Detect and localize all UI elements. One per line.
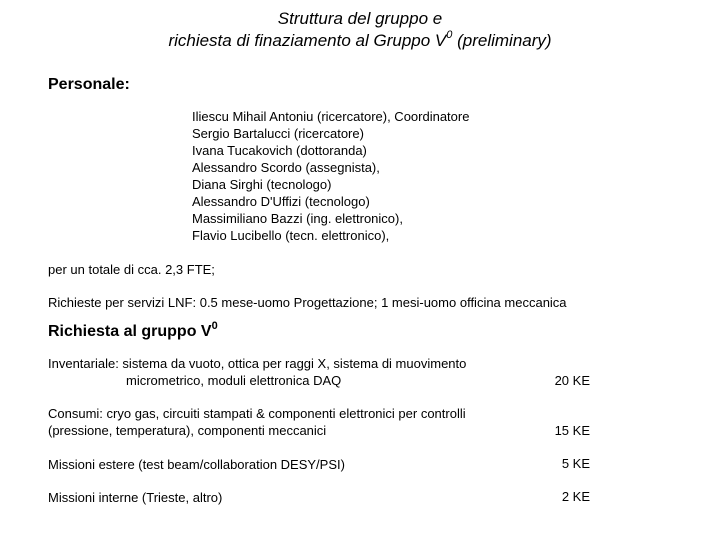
request-item-line: Consumi: cryo gas, circuiti stampati & componenti elettronici per controlli <box>48 406 466 421</box>
personale-heading: Personale: <box>48 76 130 93</box>
request-amount: 2 KE <box>561 489 590 504</box>
lnf-requests: Richieste per servizi LNF: 0.5 mese-uomo Progettazione; 1 mesi-uomo officina meccanica <box>48 295 567 310</box>
request-item-line: micrometrico, moduli elettronica DAQ <box>126 373 342 388</box>
personnel-item: Iliescu Mihail Antoniu (ricercatore), Coordinatore <box>192 109 470 124</box>
title-line-2 <box>0 30 720 52</box>
personnel-item: Massimiliano Bazzi (ing. elettronico), <box>192 211 403 226</box>
personnel-item: Alessandro Scordo (assegnista), <box>192 160 380 175</box>
richiesta-heading <box>48 319 218 341</box>
fte-total: per un totale di cca. 2,3 FTE; <box>48 262 215 277</box>
richiesta-heading-text: Richiesta al gruppo V <box>48 323 212 340</box>
request-item-line: (pressione, temperatura), componenti meccanici <box>48 423 327 438</box>
request-item-line: Missioni interne (Trieste, altro) <box>48 490 223 505</box>
request-item-missioni-interne <box>48 489 528 506</box>
title-superscript: 0 <box>446 29 453 42</box>
request-item-inventariale <box>48 355 528 389</box>
request-amount: 15 KE <box>554 423 590 438</box>
request-item-line: Inventariale: sistema da vuoto, ottica per raggi X, sistema di muovimento <box>48 356 467 371</box>
personnel-item: Alessandro D'Uffizi (tecnologo) <box>192 194 370 209</box>
personnel-item: Diana Sirghi (tecnologo) <box>192 177 332 192</box>
personnel-list <box>192 108 469 244</box>
request-amount: 5 KE <box>561 456 590 471</box>
title-line-2-text: richiesta di finaziamento al Gruppo V <box>168 31 447 50</box>
request-amount: 20 KE <box>554 373 590 388</box>
request-item-missioni-estere <box>48 456 528 473</box>
request-item-line: Missioni estere (test beam/collaboration DESY/PSI) <box>48 457 345 472</box>
personnel-item: Ivana Tucakovich (dottoranda) <box>192 143 367 158</box>
page-title <box>0 8 720 52</box>
title-line-1: Struttura del gruppo e <box>277 9 443 28</box>
title-line-2-suffix: (preliminary) <box>452 31 552 50</box>
richiesta-superscript: 0 <box>211 319 218 332</box>
personnel-item: Sergio Bartalucci (ricercatore) <box>192 126 364 141</box>
personnel-item: Flavio Lucibello (tecn. elettronico), <box>192 228 390 243</box>
request-item-consumi <box>48 405 528 439</box>
